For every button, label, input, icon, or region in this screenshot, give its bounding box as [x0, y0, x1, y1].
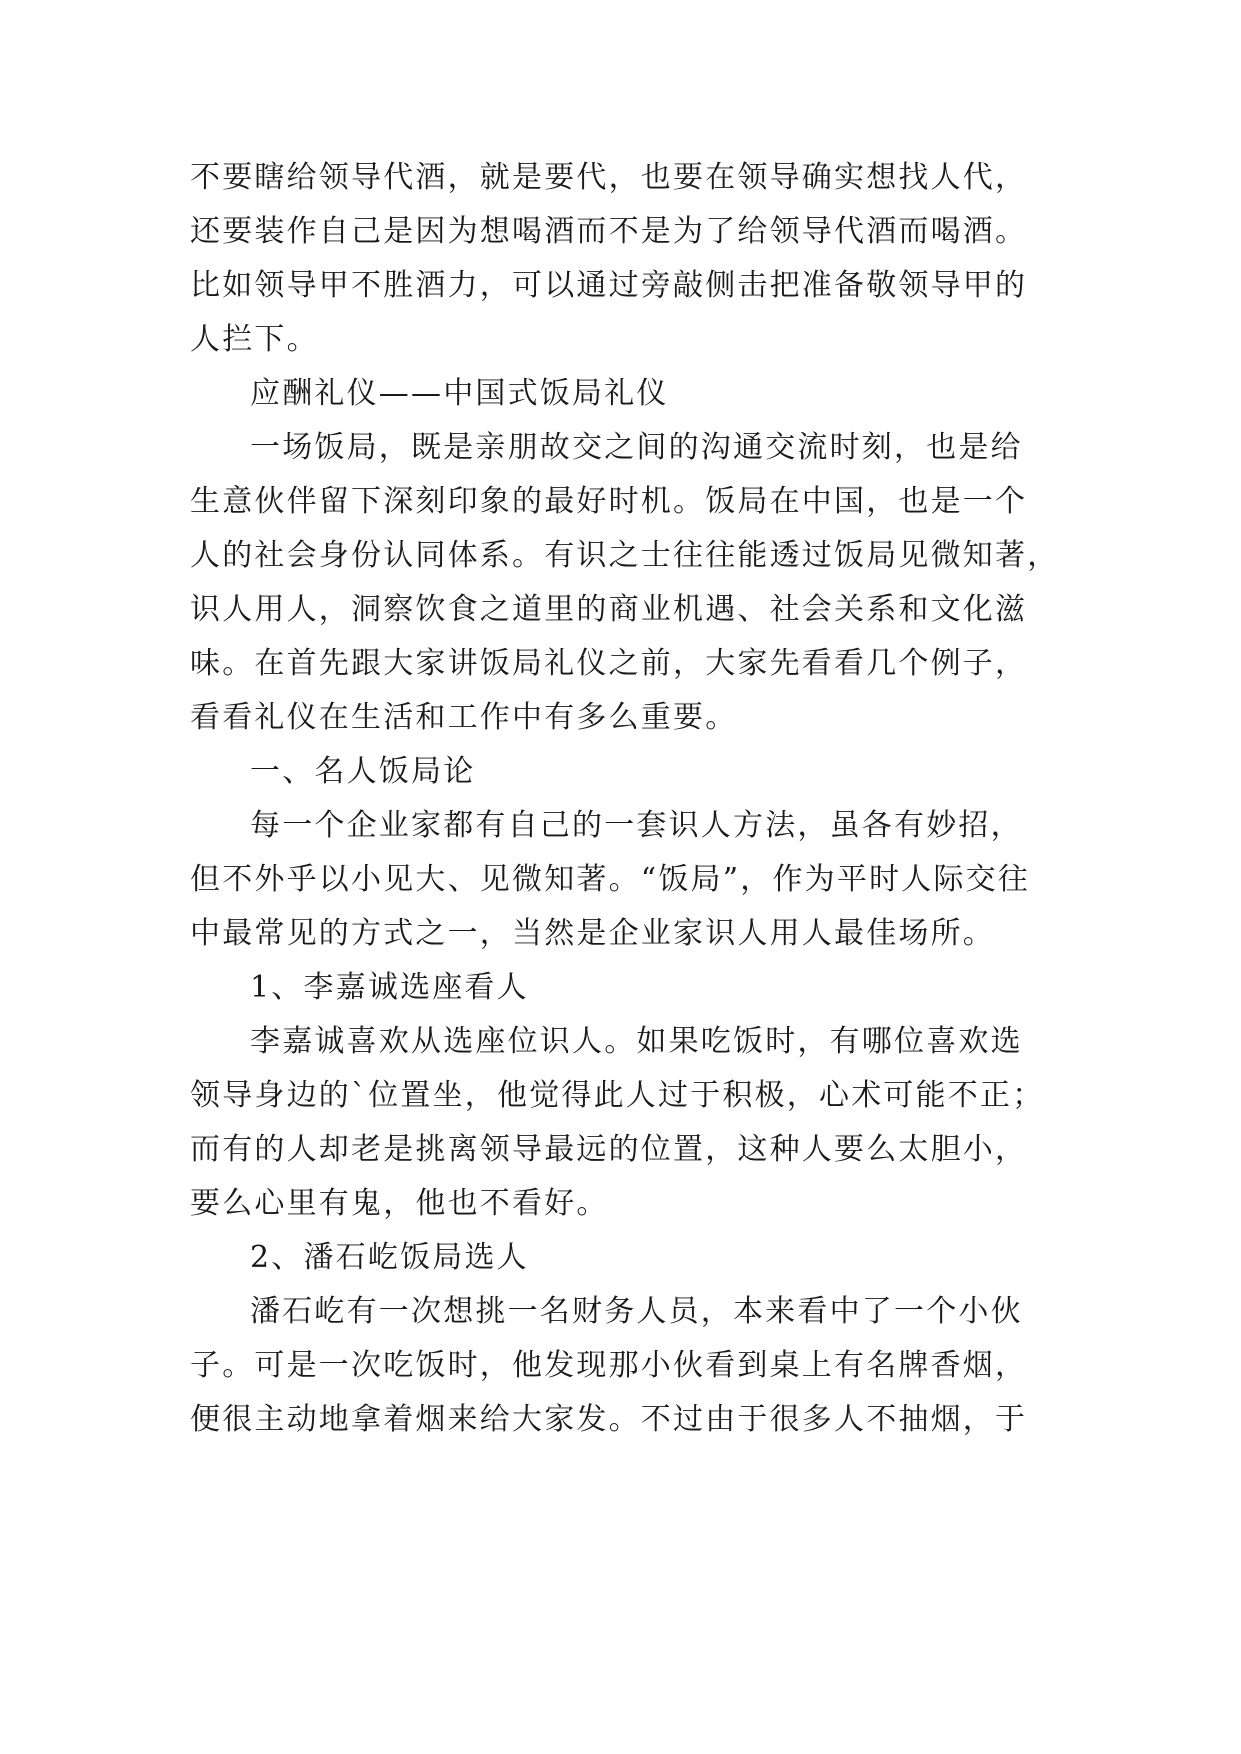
text-line-13: 每一个企业家都有自己的一套识人方法，虽各有妙招， — [250, 808, 1023, 843]
section-heading-celebrity: 一、名人饭局论 — [250, 754, 476, 789]
subheading-pan-shiyi: 2、潘石屹饭局选人 — [250, 1240, 529, 1275]
text-line-6: 一场饭局，既是亲朋故交之间的沟通交流时刻，也是给 — [250, 430, 1023, 465]
text-line-9: 识人用人，洞察饮食之道里的商业机遇、社会关系和文化滋 — [190, 592, 1028, 627]
text-line-20: 要么心里有鬼，他也不看好。 — [190, 1186, 609, 1221]
section-heading-etiquette: 应酬礼仪——中国式饭局礼仪 — [250, 376, 669, 411]
subheading-li-ka-shing: 1、李嘉诚选座看人 — [250, 970, 529, 1005]
text-line-7: 生意伙伴留下深刻印象的最好时机。饭局在中国，也是一个 — [190, 484, 1028, 519]
text-line-18: 领导身边的`位置坐，他觉得此人过于积极，心术可能不正； — [190, 1078, 1045, 1113]
text-line-3: 比如领导甲不胜酒力，可以通过旁敲侧击把准备敬领导甲的 — [190, 268, 1028, 303]
text-line-11: 看看礼仪在生活和工作中有多么重要。 — [190, 700, 738, 735]
text-line-17: 李嘉诚喜欢从选座位识人。如果吃饭时，有哪位喜欢选 — [250, 1024, 1023, 1059]
text-line-1: 不要瞎给领导代酒，就是要代，也要在领导确实想找人代， — [190, 160, 1028, 195]
text-line-4: 人拦下。 — [190, 322, 319, 357]
text-line-14: 但不外乎以小见大、见微知著。“饭局”，作为平时人际交往 — [190, 862, 1031, 897]
text-line-22: 潘石屹有一次想挑一名财务人员，本来看中了一个小伙 — [250, 1294, 1023, 1329]
text-line-23: 子。可是一次吃饭时，他发现那小伙看到桌上有名牌香烟， — [190, 1348, 1028, 1383]
text-line-2: 还要装作自己是因为想喝酒而不是为了给领导代酒而喝酒。 — [190, 214, 1028, 249]
text-line-19: 而有的人却老是挑离领导最远的位置，这种人要么太胆小， — [190, 1132, 1028, 1167]
text-line-8: 人的社会身份认同体系。有识之士往往能透过饭局见微知著， — [190, 538, 1060, 573]
text-line-10: 味。在首先跟大家讲饭局礼仪之前，大家先看看几个例子， — [190, 646, 1028, 681]
text-line-24: 便很主动地拿着烟来给大家发。不过由于很多人不抽烟，于 — [190, 1402, 1028, 1437]
text-line-15: 中最常见的方式之一，当然是企业家识人用人最佳场所。 — [190, 916, 995, 951]
